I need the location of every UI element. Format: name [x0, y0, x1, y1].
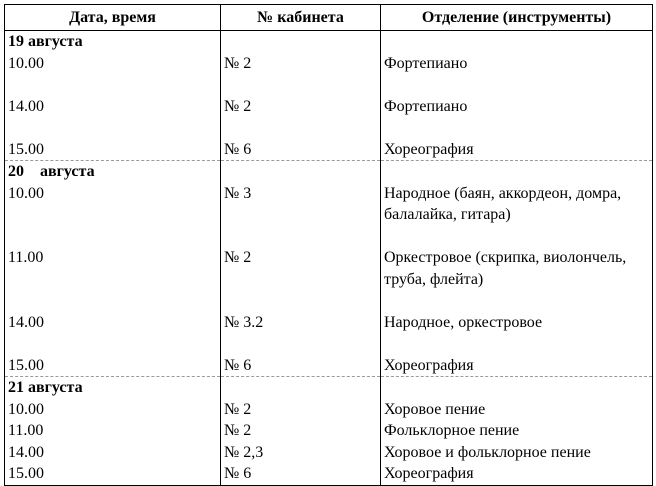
room-cell: № 2 — [221, 420, 381, 442]
department-cell: Хоровое пение — [384, 400, 486, 418]
department-cell: Народное, оркестровое — [384, 313, 543, 331]
time-cell: 11.00 — [5, 247, 221, 290]
time-cell: 10.00 — [5, 183, 221, 226]
room-cell: № 3 — [221, 183, 381, 226]
room-cell: № 2 — [221, 53, 381, 75]
schedule-table — [4, 4, 653, 486]
room-cell: № 2,3 — [221, 442, 381, 464]
time-cell: 15.00 — [5, 139, 221, 161]
table-row — [5, 420, 653, 442]
table-row — [5, 355, 653, 377]
time-cell: 14.00 — [5, 96, 221, 118]
time-cell: 10.00 — [5, 53, 221, 75]
room-cell: № 2 — [221, 399, 381, 421]
header-row — [5, 5, 653, 31]
table-row — [5, 312, 653, 334]
header-datetime: Дата, время — [5, 5, 221, 31]
department-cell: Оркестровое (скрипка, виолончель, труба, флейта) — [384, 249, 627, 288]
department-cell: Народное (баян, аккордеон, домра, балалайка, гитара) — [384, 184, 622, 223]
department-cell: Фортепиано — [384, 54, 468, 72]
department-cell: Хореография — [381, 463, 653, 485]
time-cell: 14.00 — [5, 442, 221, 464]
room-cell: № 2 — [221, 96, 381, 118]
department-cell: Фортепиано — [384, 97, 468, 115]
table-row — [5, 247, 653, 290]
day-label: 21 августа — [5, 377, 221, 399]
table-row — [5, 183, 653, 226]
room-cell: № 6 — [221, 463, 381, 485]
time-cell: 10.00 — [5, 399, 221, 421]
department-cell: Хореография — [384, 140, 474, 158]
time-cell: 14.00 — [5, 312, 221, 334]
department-cell: Хоровое и фольклорное пение — [384, 443, 591, 461]
room-cell: № 6 — [221, 139, 381, 161]
table-row — [5, 139, 653, 161]
day-row — [5, 31, 653, 53]
department-cell: Хореография — [384, 356, 474, 374]
time-cell: 15.00 — [5, 355, 221, 377]
table-row — [5, 96, 653, 118]
room-cell: № 6 — [221, 355, 381, 377]
table-row — [5, 399, 653, 421]
table-row — [5, 463, 653, 485]
time-cell: 15.00 — [5, 463, 221, 485]
room-cell: № 2 — [221, 247, 381, 290]
department-cell: Фольклорное пение — [384, 422, 520, 439]
day-row — [5, 161, 653, 183]
table-row — [5, 442, 653, 464]
header-room: № кабинета — [221, 5, 381, 31]
day-row — [5, 377, 653, 399]
time-cell: 11.00 — [5, 420, 221, 442]
room-cell: № 3.2 — [221, 312, 381, 334]
day-label: 19 августа — [5, 31, 221, 53]
table-row — [5, 53, 653, 75]
header-department: Отделение (инструменты) — [381, 5, 653, 31]
day-label: 20 августа — [5, 161, 221, 183]
